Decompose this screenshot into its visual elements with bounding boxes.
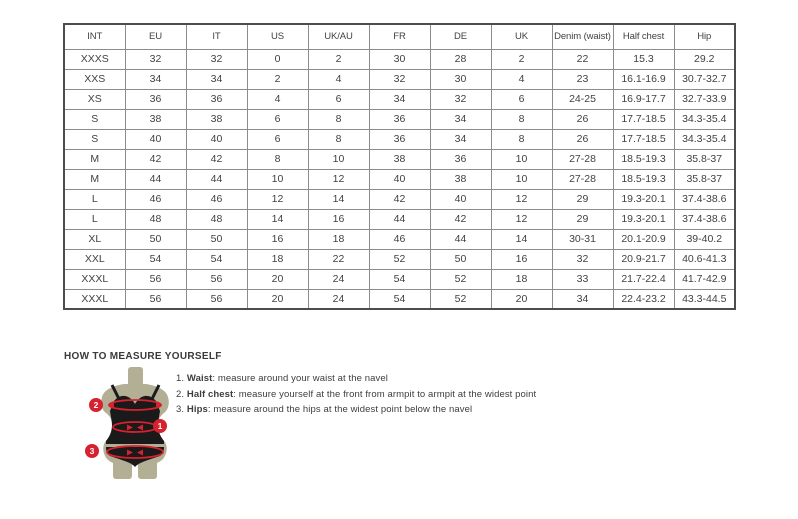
size-cell: 32 — [552, 249, 613, 269]
measure-step-waist: 1. Waist: measure around your waist at the navel — [176, 373, 388, 384]
size-cell: 35.8-37 — [674, 149, 735, 169]
size-cell: 10 — [247, 169, 308, 189]
size-cell: 27-28 — [552, 169, 613, 189]
measure-step-half-chest: 2. Half chest: measure yourself at the front from armpit to armpit at the widest point — [176, 388, 537, 400]
size-cell: 16 — [247, 229, 308, 249]
size-cell: 37.4-38.6 — [674, 189, 735, 209]
size-row — [64, 269, 735, 289]
size-cell: 41.7-42.9 — [674, 269, 735, 289]
size-cell: 20.9-21.7 — [613, 249, 674, 269]
size-cell: 38 — [186, 109, 247, 129]
column-header: DE — [430, 24, 491, 49]
size-cell: 18.5-19.3 — [613, 169, 674, 189]
size-cell: 18 — [491, 269, 552, 289]
size-row — [64, 129, 735, 149]
size-cell: S — [64, 109, 125, 129]
size-row — [64, 49, 735, 69]
size-cell: 36 — [125, 89, 186, 109]
size-cell: 16 — [308, 209, 369, 229]
size-cell: 20 — [491, 289, 552, 309]
size-cell: 29 — [552, 189, 613, 209]
size-cell: 54 — [186, 249, 247, 269]
size-cell: 34.3-35.4 — [674, 109, 735, 129]
size-cell: 52 — [369, 249, 430, 269]
column-header: FR — [369, 24, 430, 49]
size-cell: 50 — [186, 229, 247, 249]
waist-badge — [153, 419, 167, 433]
size-cell: 36 — [430, 149, 491, 169]
column-header: US — [247, 24, 308, 49]
size-cell: 44 — [369, 209, 430, 229]
size-cell: 12 — [491, 189, 552, 209]
size-cell: 12 — [491, 209, 552, 229]
size-cell: 6 — [247, 129, 308, 149]
size-cell: 44 — [125, 169, 186, 189]
size-chart-table — [63, 23, 736, 310]
size-cell: 56 — [186, 269, 247, 289]
size-cell: 16 — [491, 249, 552, 269]
size-cell: 34 — [552, 289, 613, 309]
size-cell: 54 — [369, 289, 430, 309]
size-cell: 8 — [491, 109, 552, 129]
size-cell: 46 — [125, 189, 186, 209]
size-cell: 14 — [247, 209, 308, 229]
size-row — [64, 189, 735, 209]
size-cell: 32 — [186, 49, 247, 69]
svg-text:2: 2 — [93, 400, 99, 410]
size-cell: 38 — [369, 149, 430, 169]
size-cell: 22 — [308, 249, 369, 269]
size-cell: 30.7-32.7 — [674, 69, 735, 89]
size-chart-header-row — [64, 24, 735, 49]
size-cell: 30 — [430, 69, 491, 89]
size-cell: 34 — [430, 129, 491, 149]
size-cell: 12 — [308, 169, 369, 189]
size-row — [64, 249, 735, 269]
size-cell: 24 — [308, 289, 369, 309]
size-cell: 54 — [369, 269, 430, 289]
measure-steps-list — [176, 373, 536, 420]
size-row — [64, 89, 735, 109]
size-row — [64, 229, 735, 249]
size-cell: 44 — [186, 169, 247, 189]
size-cell: 42 — [430, 209, 491, 229]
column-header: Hip — [674, 24, 735, 49]
size-cell: 50 — [125, 229, 186, 249]
size-cell: 48 — [125, 209, 186, 229]
size-cell: 4 — [247, 89, 308, 109]
size-cell: 56 — [125, 289, 186, 309]
size-cell: 35.8-37 — [674, 169, 735, 189]
size-cell: L — [64, 189, 125, 209]
size-cell: 46 — [369, 229, 430, 249]
size-cell: 19.3-20.1 — [613, 189, 674, 209]
size-cell: 44 — [430, 229, 491, 249]
size-cell: 40 — [369, 169, 430, 189]
column-header: EU — [125, 24, 186, 49]
size-cell: 16.1-16.9 — [613, 69, 674, 89]
size-cell: 56 — [125, 269, 186, 289]
size-row — [64, 209, 735, 229]
size-cell: 52 — [430, 269, 491, 289]
size-cell: M — [64, 149, 125, 169]
size-cell: 8 — [308, 129, 369, 149]
size-cell: 37.4-38.6 — [674, 209, 735, 229]
size-cell: 24-25 — [552, 89, 613, 109]
size-cell: 52 — [430, 289, 491, 309]
size-cell: 6 — [308, 89, 369, 109]
size-cell: 36 — [369, 129, 430, 149]
size-cell: 8 — [247, 149, 308, 169]
size-cell: 48 — [186, 209, 247, 229]
size-cell: XXXS — [64, 49, 125, 69]
size-cell: 40 — [186, 129, 247, 149]
size-cell: 23 — [552, 69, 613, 89]
size-cell: 56 — [186, 289, 247, 309]
size-cell: 36 — [369, 109, 430, 129]
size-cell: 33 — [552, 269, 613, 289]
size-cell: 24 — [308, 269, 369, 289]
size-cell: 6 — [247, 109, 308, 129]
column-header: Half chest — [613, 24, 674, 49]
size-chart-body — [64, 49, 735, 309]
size-cell: 2 — [491, 49, 552, 69]
size-cell: 20.1-20.9 — [613, 229, 674, 249]
size-cell: 39-40.2 — [674, 229, 735, 249]
size-cell: 26 — [552, 129, 613, 149]
size-cell: 17.7-18.5 — [613, 129, 674, 149]
size-cell: 19.3-20.1 — [613, 209, 674, 229]
size-cell: 38 — [430, 169, 491, 189]
size-cell: 28 — [430, 49, 491, 69]
size-row — [64, 169, 735, 189]
column-header: UK/AU — [308, 24, 369, 49]
size-cell: 27-28 — [552, 149, 613, 169]
size-cell: 22 — [552, 49, 613, 69]
size-cell: 8 — [491, 129, 552, 149]
size-cell: 6 — [491, 89, 552, 109]
size-cell: 46 — [186, 189, 247, 209]
size-cell: XXXL — [64, 269, 125, 289]
size-cell: XS — [64, 89, 125, 109]
size-cell: 17.7-18.5 — [613, 109, 674, 129]
size-row — [64, 69, 735, 89]
size-cell: 4 — [491, 69, 552, 89]
size-cell: 50 — [430, 249, 491, 269]
measure-step-hips: 3. Hips: measure around the hips at the widest point below the navel — [176, 404, 473, 416]
size-row — [64, 109, 735, 129]
size-cell: 32 — [125, 49, 186, 69]
size-cell: XL — [64, 229, 125, 249]
size-cell: 32 — [430, 89, 491, 109]
size-cell: 10 — [491, 149, 552, 169]
size-cell: 34 — [186, 69, 247, 89]
size-cell: 20 — [247, 289, 308, 309]
hips-badge — [85, 444, 99, 458]
size-cell: 29 — [552, 209, 613, 229]
column-header: Denim (waist) — [552, 24, 613, 49]
size-cell: 42 — [125, 149, 186, 169]
size-cell: 40 — [430, 189, 491, 209]
size-cell: 30-31 — [552, 229, 613, 249]
size-cell: 34 — [430, 109, 491, 129]
size-cell: 4 — [308, 69, 369, 89]
size-cell: 38 — [125, 109, 186, 129]
size-cell: 18 — [247, 249, 308, 269]
size-cell: 34.3-35.4 — [674, 129, 735, 149]
chest-badge — [89, 398, 103, 412]
size-cell: 18 — [308, 229, 369, 249]
size-cell: 12 — [247, 189, 308, 209]
size-cell: 36 — [186, 89, 247, 109]
size-cell: 16.9-17.7 — [613, 89, 674, 109]
size-cell: 29.2 — [674, 49, 735, 69]
size-cell: 26 — [552, 109, 613, 129]
size-cell: 43.3-44.5 — [674, 289, 735, 309]
size-cell: 32 — [369, 69, 430, 89]
size-cell: 42 — [186, 149, 247, 169]
svg-text:3: 3 — [89, 446, 95, 456]
size-cell: 32.7-33.9 — [674, 89, 735, 109]
size-cell: 21.7-22.4 — [613, 269, 674, 289]
size-cell: 14 — [491, 229, 552, 249]
size-cell: 54 — [125, 249, 186, 269]
size-cell: 34 — [369, 89, 430, 109]
size-cell: 30 — [369, 49, 430, 69]
size-cell: 2 — [308, 49, 369, 69]
size-cell: 0 — [247, 49, 308, 69]
size-cell: XXS — [64, 69, 125, 89]
size-row — [64, 149, 735, 169]
column-header: INT — [64, 24, 125, 49]
how-to-measure-title: HOW TO MEASURE YOURSELF — [64, 351, 222, 362]
size-cell: 34 — [125, 69, 186, 89]
size-cell: M — [64, 169, 125, 189]
size-cell: 20 — [247, 269, 308, 289]
size-cell: 15.3 — [613, 49, 674, 69]
size-cell: 2 — [247, 69, 308, 89]
size-cell: 40 — [125, 129, 186, 149]
size-cell: XXXL — [64, 289, 125, 309]
size-cell: S — [64, 129, 125, 149]
size-cell: 42 — [369, 189, 430, 209]
column-header: IT — [186, 24, 247, 49]
size-cell: 22.4-23.2 — [613, 289, 674, 309]
size-row — [64, 289, 735, 309]
size-cell: 10 — [491, 169, 552, 189]
size-cell: 10 — [308, 149, 369, 169]
size-cell: 14 — [308, 189, 369, 209]
size-cell: L — [64, 209, 125, 229]
size-cell: 40.6-41.3 — [674, 249, 735, 269]
column-header: UK — [491, 24, 552, 49]
size-cell: 18.5-19.3 — [613, 149, 674, 169]
size-cell: XXL — [64, 249, 125, 269]
svg-text:1: 1 — [157, 421, 163, 431]
size-cell: 8 — [308, 109, 369, 129]
